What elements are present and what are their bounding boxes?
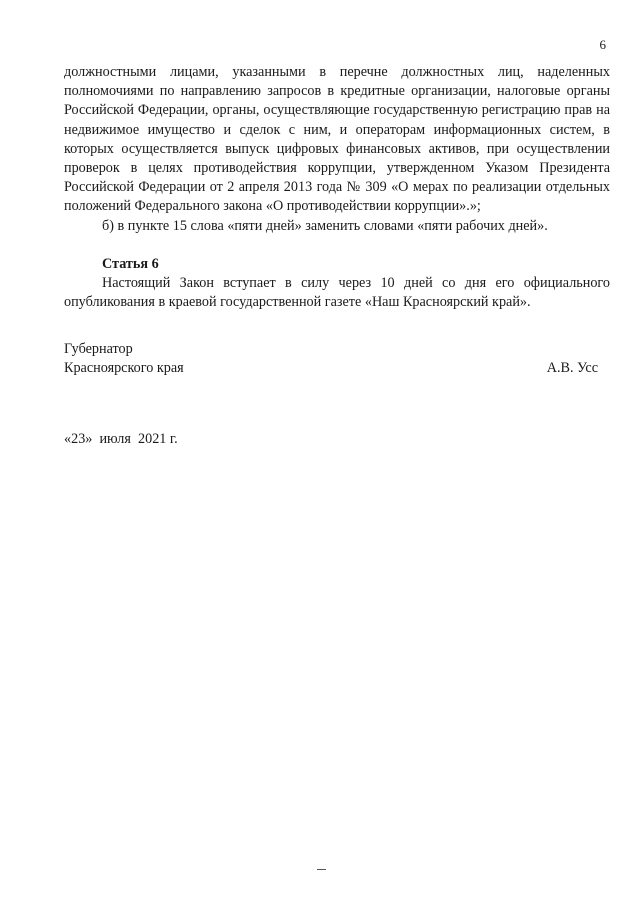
signature-row <box>64 359 598 378</box>
article-text: Настоящий Закон вступает в силу через 10 дней со дня его официального опубликования в краевой государственной газете «Наш Красноярский край». <box>64 275 610 311</box>
article-heading: Статья 6 <box>102 255 159 272</box>
page-number: 6 <box>599 37 606 52</box>
document-body <box>64 63 610 312</box>
signature-block <box>64 340 598 378</box>
footer-mark <box>317 869 326 870</box>
continuation-paragraph: должностными лицами, указанными в перечне должностных лиц, наделенных полномочиями по направлению запросов в кредитные организации, налоговые органы Российской Федерации, органы, осуществляющие государственную регистрацию прав на недвижимое имущество и сделок с ним, и операторам информационных систем, в которых осуществляется выпуск цифровых финансовых активов, при осуществлении проверок в целях противодействия коррупции, утвержденном Указом Президента Российской Федерации от 2 апреля 2013 года № 309 «О мерах по реализации отдельных положений Федерального закона «О противодействии коррупции».»; <box>64 64 610 215</box>
signatory-name: А.В. Усс <box>546 360 598 376</box>
amendment-paragraph: б) в пункте 15 слова «пяти дней» заменить словами «пяти рабочих дней». <box>102 217 548 234</box>
signatory-title-line2: Красноярского края <box>64 360 184 376</box>
signing-date: «23» июля 2021 г. <box>64 431 178 447</box>
signatory-title-line1: Губернатор <box>64 341 133 357</box>
